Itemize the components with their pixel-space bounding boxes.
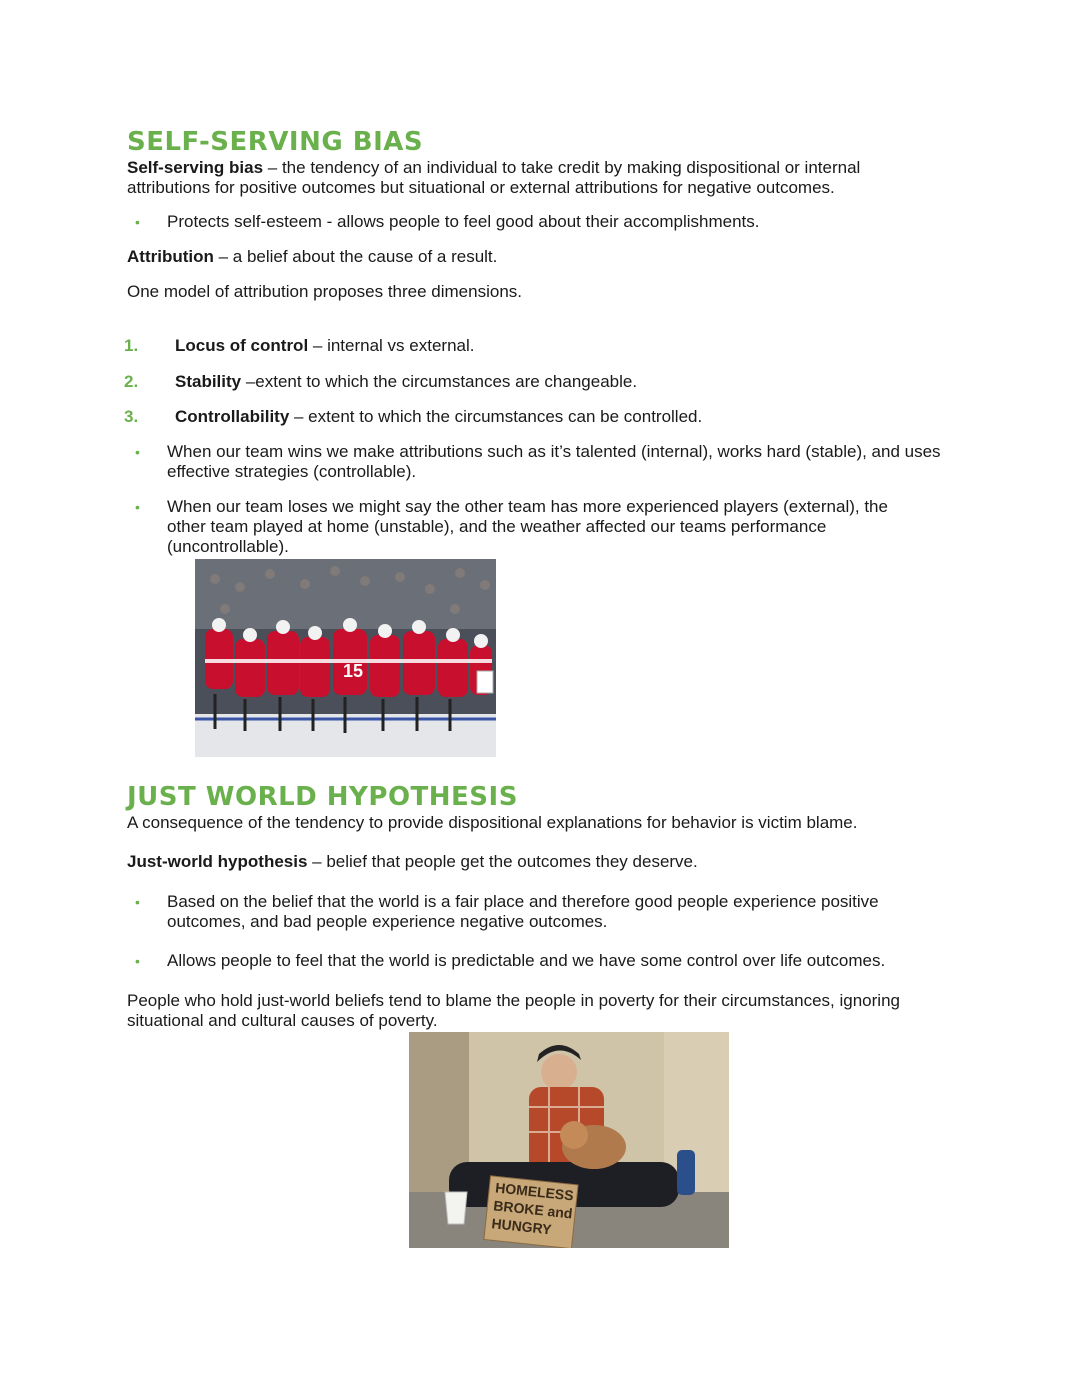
self-serving-bias-definition [127,158,927,198]
section-heading-just-world-hypothesis: JUST WORLD HYPOTHESIS [127,782,518,812]
term-attribution: Attribution [127,247,214,266]
term-just-world-hypothesis: Just-world hypothesis [127,852,308,871]
homeless-person-image [409,1032,729,1248]
attribution-definition [127,247,927,267]
just-world-definition [127,852,947,872]
term-stability: Stability [175,372,242,391]
sign-line-hungry: HUNGRY [490,1215,553,1238]
definition-text: –extent to which the circumstances are changeable. [241,372,638,391]
poverty-blame-paragraph: People who hold just-world beliefs tend to blame the people in poverty for their circumstances, ignoring situational and cultural causes of poverty. [127,991,900,1030]
definition-text: – internal vs external. [308,336,475,355]
dimension-controllability [175,407,935,427]
list-number-2: 2. [124,372,139,391]
bullet-fair-world: Based on the belief that the world is a fair place and therefore good people experience positive outcomes, and bad people experience negative outcomes. [167,892,879,931]
sign-line-homeless: HOMELESS [494,1179,575,1204]
section-heading-self-serving-bias: SELF-SERVING BIAS [127,127,424,157]
bullet-dot: • [135,444,140,460]
bullet-protects-self-esteem: Protects self-esteem - allows people to feel good about their accomplishments. [167,212,760,231]
definition-text: – a belief about the cause of a result. [213,247,498,266]
definition-text: – belief that people get the outcomes they deserve. [307,852,698,871]
just-world-intro: A consequence of the tendency to provide dispositional explanations for behavior is victim blame. [127,813,858,832]
sign-line-broke: BROKE and [492,1197,574,1222]
jersey-number: 15 [343,661,364,681]
list-number-1: 1. [124,336,139,355]
model-intro: One model of attribution proposes three dimensions. [127,282,523,301]
bullet-team-loses: When our team loses we might say the other team has more experienced players (external), the other team played at home (unstable), and the weather affected our teams performance (uncontrollable). [167,497,888,556]
bullet-dot: • [135,953,140,969]
bullet-team-wins: When our team wins we make attributions such as it’s talented (internal), works hard (stable), and uses effective strategies (controllable). [167,442,941,481]
dimension-locus-of-control [175,336,935,356]
bullet-dot: • [135,894,140,910]
bullet-dot: • [135,499,140,515]
bullet-predictable-world: Allows people to feel that the world is predictable and we have some control over life outcomes. [167,951,886,970]
definition-text: – the tendency of an individual to take credit by making dispositional or internal attributions for positive outcomes but situational or external attributions for negative outcomes. [127,158,861,197]
term-controllability: Controllability [175,407,290,426]
hockey-team-celebration-image [195,559,496,757]
term-locus-of-control: Locus of control [175,336,309,355]
dimension-stability [175,372,935,392]
list-number-3: 3. [124,407,139,426]
bullet-dot: • [135,214,140,230]
term-self-serving-bias: Self-serving bias [127,158,264,177]
definition-text: – extent to which the circumstances can be controlled. [289,407,703,426]
